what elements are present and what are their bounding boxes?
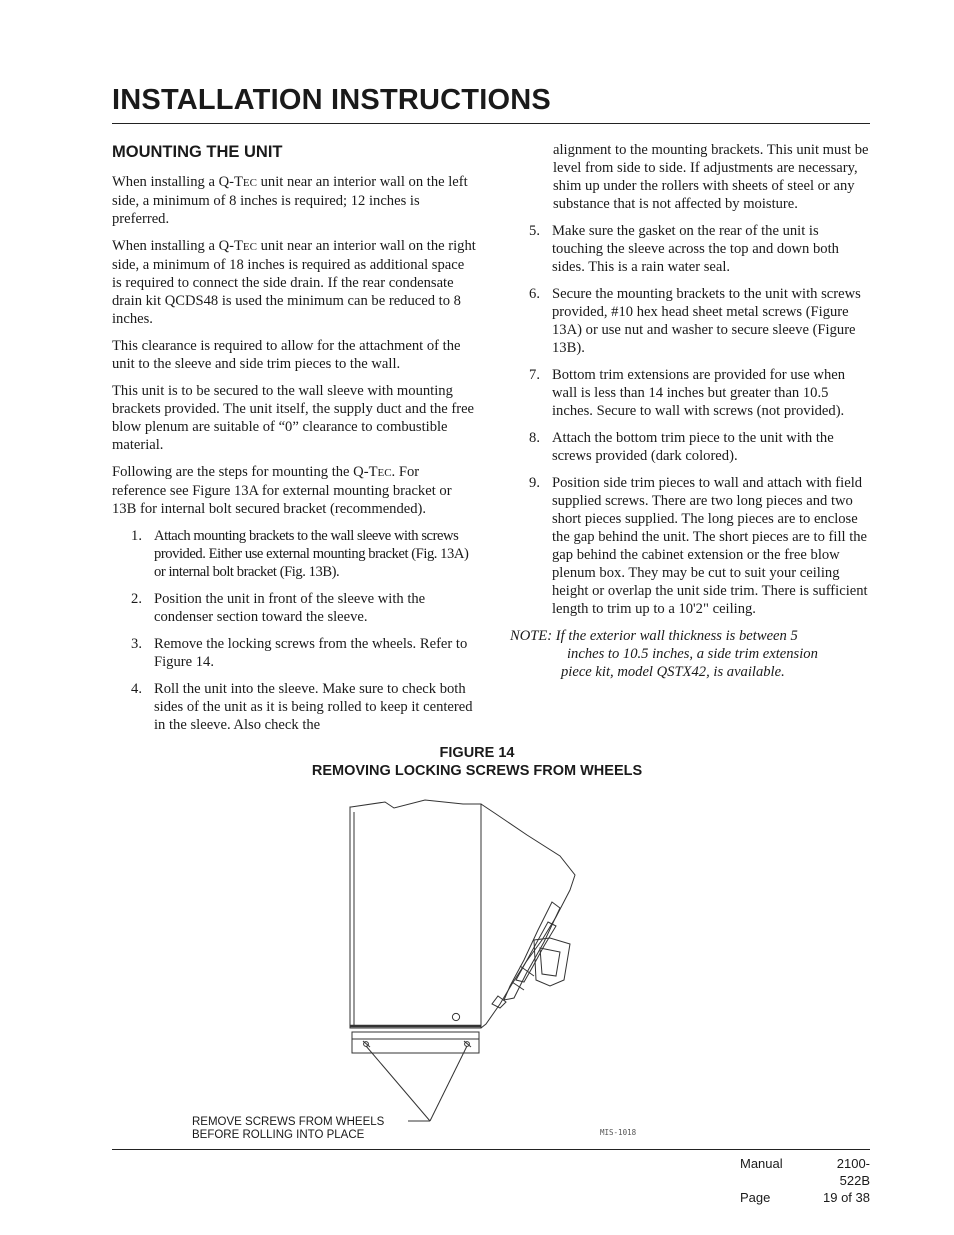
paragraph-left-side-clearance: When installing a Q-TEC unit near an interior wall on the left side, a minimum of 8 inches is required; 12 inches is preferred. [112, 174, 468, 227]
step-text: Make sure the gasket on the rear of the unit is touching the sleeve across the top and down both sides. This is a rain water seal. [552, 223, 839, 275]
step-text: Roll the unit into the sleeve. Make sure to check both sides of the unit as it is being rolled to keep it centered in the sleeve. Also check the [154, 681, 473, 733]
note-line: piece kit, model QSTX42, is available. [561, 664, 785, 680]
right-column [510, 141, 870, 681]
left-column [112, 173, 476, 743]
note [510, 627, 870, 681]
step-3 [112, 635, 476, 671]
manual-label: Manual [740, 1156, 783, 1171]
section-heading: MOUNTING THE UNIT [112, 143, 283, 161]
callout-line: REMOVE SCREWS FROM WHEELS [192, 1116, 385, 1128]
step-9 [510, 474, 870, 618]
page-number: 19 of 38 [823, 1190, 870, 1205]
step-number: 2. [131, 591, 142, 607]
paragraph-mounting-brackets: This unit is to be secured to the wall sleeve with mounting brackets provided. The unit itself, the supply duct and the free blow plenum are suitable of “0” clearance to combustible material. [112, 383, 475, 453]
figure-title [0, 744, 954, 780]
step-number: 7. [529, 367, 540, 383]
unit-side-view-drawing [180, 790, 610, 1130]
step-text: Attach the bottom trim piece to the unit with the screws provided (dark colored). [552, 430, 834, 464]
step-number: 4. [131, 681, 142, 697]
step-4-continued: alignment to the mounting brackets. This unit must be level from side to side. If adjustments are necessary, shim up under the rollers with sheets of steel or any substance that is not affected by moisture. [553, 142, 869, 212]
step-text: Position side trim pieces to wall and attach with field supplied screws. There are two long pieces and two short pieces supplied. The long pieces are to enclose the gap behind the unit. The short pieces are to fill the gap behind the cabinet extension or the free blow plenum box. They may be cut to suit your ceiling height or overlap the unit side trim. There is sufficient length to trim up to a 10'2" ceiling. [552, 475, 868, 617]
step-number: 5. [529, 223, 540, 239]
note-line: inches to 10.5 inches, a side trim extension [567, 646, 818, 662]
step-number: 1. [131, 528, 142, 544]
manual-number: 2100-522B [836, 1156, 870, 1188]
step-text: Position the unit in front of the sleeve with the condenser section toward the sleeve. [154, 591, 426, 625]
wheel-screws-callout [192, 1116, 384, 1141]
page-title: INSTALLATION INSTRUCTIONS [112, 84, 551, 116]
figure-number: FIGURE 14 [439, 745, 515, 761]
paragraph-right-side-clearance: When installing a Q-TEC unit near an interior wall on the right side, a minimum of 18 inches is required as additional space is required to connect the side drain. If the rear condensate drain kit QCDS48 is used the minimum can be reduced to 8 inches. [112, 238, 476, 327]
page-label: Page [740, 1190, 771, 1205]
step-text: Attach mounting brackets to the wall sleeve with screws provided. Either use external mounting bracket (Fig. 13A) or internal bolt bracket (Fig. 13B). [154, 528, 469, 580]
paragraph-steps-intro: Following are the steps for mounting the Q-TEC. For reference see Figure 13A for external mounting bracket or 13B for internal bolt secured bracket (recommended). [112, 464, 452, 517]
step-6 [510, 285, 870, 357]
step-7 [510, 366, 870, 420]
paragraph-clearance-purpose: This clearance is required to allow for the attachment of the unit to the sleeve and side trim pieces to the wall. [112, 338, 461, 372]
figure-caption: REMOVING LOCKING SCREWS FROM WHEELS [311, 763, 643, 779]
step-4 [112, 680, 476, 734]
drawing-id: MIS-1018 [600, 1128, 637, 1137]
footer-divider [112, 1149, 870, 1150]
footer-page-row [740, 1189, 870, 1206]
step-8 [510, 429, 870, 465]
footer-manual-row [740, 1155, 870, 1189]
step-text: Remove the locking screws from the wheels. Refer to Figure 14. [154, 636, 468, 670]
step-text: Bottom trim extensions are provided for use when wall is less than 14 inches but greater than 10.5 inches. Secure to wall with screws (not provided). [552, 367, 846, 419]
step-2 [112, 590, 476, 626]
step-1 [112, 527, 476, 581]
callout-line: BEFORE ROLLING INTO PLACE [192, 1128, 365, 1141]
page-footer [740, 1155, 870, 1206]
note-line: NOTE: If the exterior wall thickness is between 5 [510, 628, 798, 644]
step-number: 9. [529, 475, 540, 491]
step-text: Secure the mounting brackets to the unit with screws provided, #10 hex head sheet metal screws (Figure 13A) or use nut and washer to secure sleeve (Figure 13B). [552, 286, 861, 356]
step-number: 6. [529, 286, 540, 302]
step-5 [510, 222, 870, 276]
step-number: 8. [529, 430, 540, 446]
header-divider [112, 123, 870, 124]
step-number: 3. [131, 636, 142, 652]
